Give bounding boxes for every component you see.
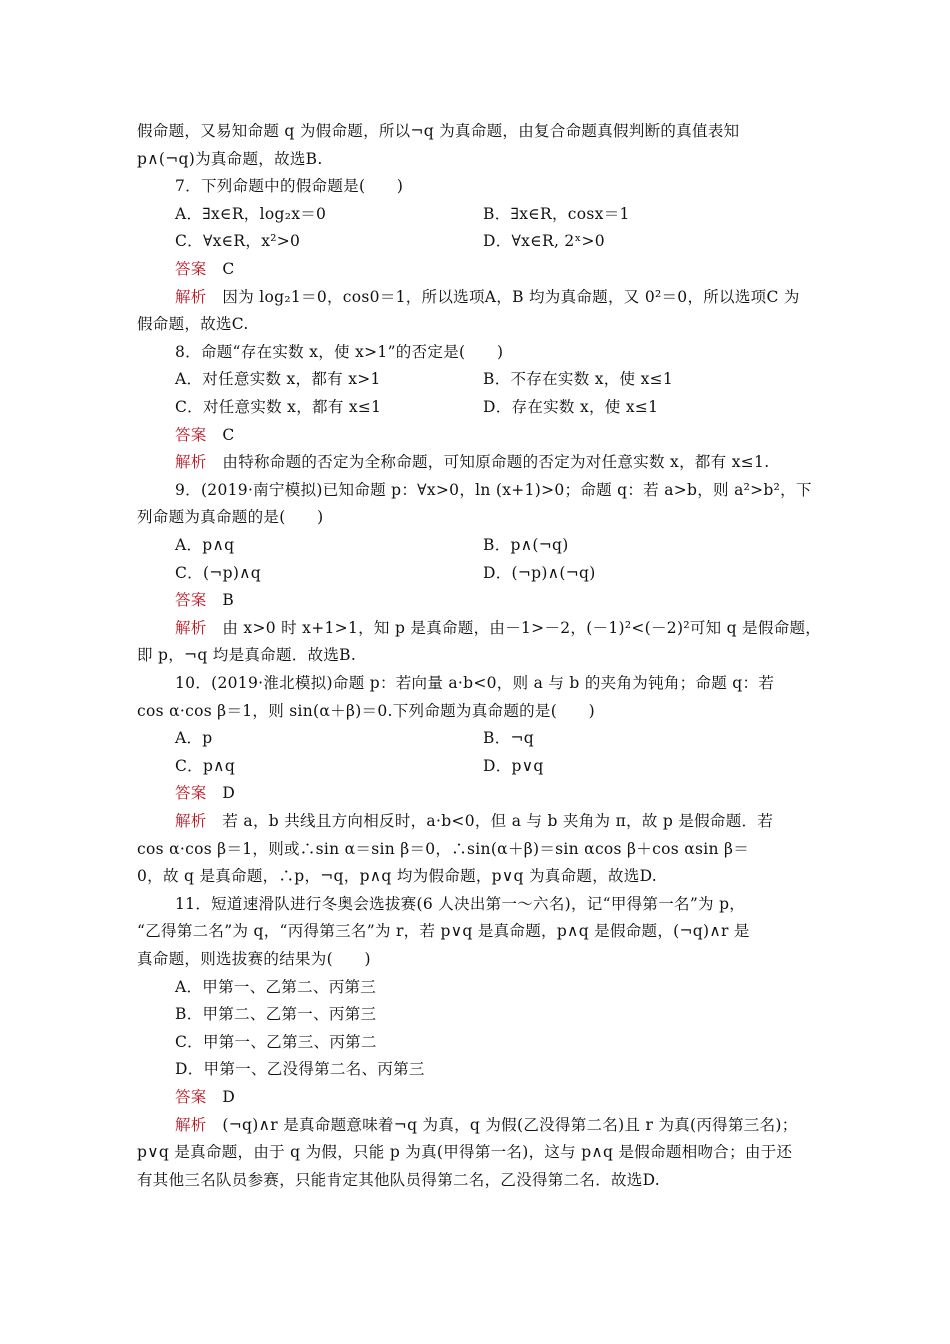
text-line	[175, 532, 855, 560]
option-right: B．∃x∈R，cosx＝1	[483, 204, 630, 223]
line-text: B	[206, 591, 235, 610]
text-line	[175, 780, 855, 808]
text-line	[175, 753, 855, 781]
line-text: C	[206, 260, 235, 278]
line-text: D	[206, 1088, 236, 1106]
option-left: A．p	[175, 729, 213, 748]
analysis-label: 解析	[175, 812, 207, 830]
text-line: cos α·cos β＝1，则 sin(α＋β)＝0.下列命题为真命题的是( )	[137, 701, 596, 720]
option-right: D．∀x∈R, 2ˣ>0	[483, 232, 605, 251]
text-line: 9．(2019·南宁模拟)已知命题 p：∀x>0，ln (x+1)>0；命题 q：若 a>b，则 a²>b²，下	[175, 480, 812, 499]
text-line: p∧(¬q)为真命题，故选B.	[137, 149, 323, 168]
analysis-label: 解析	[175, 453, 207, 472]
text-line: 10．(2019·淮北模拟)命题 p：若向量 a·b<0，则 a 与 b 的夹角为钝角；命题 q：若	[175, 674, 775, 692]
line-text: 因为 log₂1＝0，cos0＝1，所以选项A，B 均为真命题，又 0²＝0，所以选项C 为	[206, 287, 800, 306]
option-left: C．(¬p)∧q	[175, 563, 262, 582]
text-line	[175, 394, 855, 422]
text-line	[175, 366, 855, 394]
answer-label: 答案	[175, 260, 207, 278]
text-line	[175, 1084, 855, 1112]
option-right: B．不存在实数 x，使 x≤1	[483, 370, 674, 389]
line-text: 若 a，b 共线且方向相反时，a·b<0，但 a 与 b 夹角为 π，故 p 是假命题．若	[206, 812, 774, 830]
line-text: D	[206, 784, 236, 803]
text-line	[175, 201, 855, 229]
option-left: C．∀x∈R，x²>0	[175, 232, 301, 251]
line-text: C	[206, 425, 235, 444]
option-right: B．¬q	[483, 729, 534, 748]
line-text: (¬q)∧r 是真命题意味着¬q 为真，q 为假(乙没得第二名)且 r 为真(丙得第三名)；	[206, 1115, 798, 1134]
text-line	[175, 449, 855, 477]
answer-label: 答案	[175, 784, 207, 803]
line-text: 由 x>0 时 x+1>1，知 p 是真命题，由－1>－2，(－1)²<(－2)²可知 q 是假命题，	[206, 618, 822, 637]
text-line: 列命题为真命题的是( )	[137, 508, 324, 527]
option-left: C．对任意实数 x，都有 x≤1	[175, 398, 382, 416]
text-line: 即 p，¬q 均是真命题．故选B.	[137, 646, 357, 665]
option-left: C．p∧q	[175, 756, 236, 775]
option-right: B．p∧(¬q)	[483, 536, 569, 554]
text-line: p∨q 是真命题，由于 q 为假，只能 p 为真(甲得第一名)，这与 p∧q 是假命题相吻合；由于还	[137, 1143, 793, 1162]
option-left: A．对任意实数 x，都有 x>1	[175, 370, 381, 389]
answer-label: 答案	[175, 425, 207, 444]
text-line: “乙得第二名”为 q，“丙得第三名”为 r，若 p∨q 是真命题，p∧q 是假命题，(¬q)∧r 是	[137, 922, 750, 941]
analysis-label: 解析	[175, 618, 207, 637]
text-line	[175, 615, 855, 643]
option-right: D．p∨q	[483, 756, 544, 775]
text-line: B．甲第二、乙第一、丙第三	[175, 1005, 377, 1024]
option-left: A．p∧q	[175, 536, 235, 554]
text-line: 7．下列命题中的假命题是( )	[175, 177, 404, 196]
text-line	[175, 284, 855, 312]
text-line: 假命题，故选C.	[137, 315, 249, 334]
text-line: cos α·cos β＝1，则或∴sin α＝sin β＝0，∴sin(α＋β)＝sin αcos β＋cos αsin β＝	[137, 839, 750, 858]
text-line	[175, 256, 855, 284]
text-line: 有其他三名队员参赛，只能肯定其他队员得第二名，乙没得第二名．故选D.	[137, 1170, 661, 1189]
answer-label: 答案	[175, 591, 207, 610]
line-text: 由特称命题的否定为全称命题，可知原命题的否定为对任意实数 x，都有 x≤1.	[206, 453, 770, 472]
text-line	[175, 808, 855, 836]
text-line: 8．命题“存在实数 x，使 x>1”的否定是( )	[175, 342, 504, 361]
text-line	[175, 725, 855, 753]
text-line: 真命题，则选拔赛的结果为( )	[137, 950, 371, 968]
analysis-label: 解析	[175, 1115, 207, 1134]
answer-label: 答案	[175, 1088, 207, 1106]
option-right: D．存在实数 x，使 x≤1	[483, 398, 659, 416]
analysis-label: 解析	[175, 287, 207, 306]
text-line	[175, 560, 855, 588]
text-line: A．甲第一、乙第二、丙第三	[175, 977, 377, 996]
text-line: 假命题，又易知命题 q 为假命题，所以¬q 为真命题，由复合命题真假判断的真值表知	[137, 122, 740, 140]
text-line	[175, 1112, 855, 1140]
text-line	[175, 422, 855, 450]
text-line: D．甲第一、乙没得第二名、丙第三	[175, 1060, 425, 1079]
option-left: A．∃x∈R，log₂x＝0	[175, 204, 327, 223]
text-line	[175, 587, 855, 615]
text-line: 11．短道速滑队进行冬奥会选拔赛(6 人决出第一～六名)，记“甲得第一名”为 p，	[175, 894, 746, 913]
text-line: 0，故 q 是真命题，∴p，¬q，p∧q 均为假命题，p∨q 为真命题，故选D.	[137, 867, 658, 886]
option-right: D．(¬p)∧(¬q)	[483, 563, 596, 582]
text-line: C．甲第一、乙第三、丙第二	[175, 1032, 377, 1051]
text-line	[175, 228, 855, 256]
